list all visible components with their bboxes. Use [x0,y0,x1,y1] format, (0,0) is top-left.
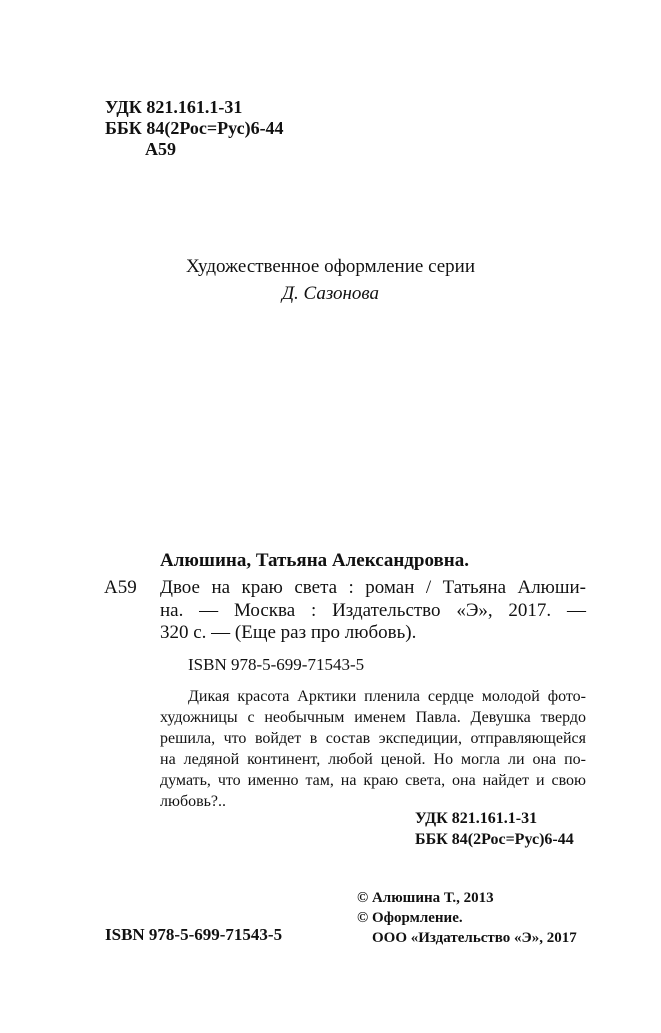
catalog-entry-line: Двое на краю света : роман / Татьяна Алюши- [160,577,586,598]
annotation-line: на ледяной континент, любой ценой. Но могла ли она по- [160,751,586,768]
bbk-code: ББК 84(2Рос=Рус)6-44 [105,118,284,138]
catalog-author: Алюшина, Татьяна Александровна. [160,550,469,571]
catalog-isbn: ISBN 978-5-699-71543-5 [188,655,365,674]
catalog-bbk: ББК 84(2Рос=Рус)6-44 [415,831,574,848]
classification-block [105,97,284,160]
annotation-line: думать, что именно там, на краю света, она найдет и свою [160,772,586,789]
copyright-block [357,888,577,948]
author-mark: А59 [145,139,176,159]
copyright-author: © Алюшина Т., 2013 [357,890,494,906]
isbn-bottom: ISBN 978-5-699-71543-5 [105,925,283,944]
catalog-entry-line: на. — Москва : Издательство «Э», 2017. — [160,600,586,621]
copyright-design: © Оформление. [357,910,463,926]
annotation-line: художницы с необычным именем Павла. Девушка твердо [160,709,586,726]
annotation-line: любовь?.. [160,793,227,810]
copyright-publisher: ООО «Издательство «Э», 2017 [372,930,577,946]
catalog-author-mark: А59 [104,577,137,598]
series-designer-name: Д. Сазонова [281,283,380,304]
catalog-udk: УДК 821.161.1-31 [415,810,538,827]
udk-code: УДК 821.161.1-31 [105,97,243,117]
catalog-entry-line: 320 с. — (Еще раз про любовь). [160,622,417,643]
annotation-line: решила, что войдет в состав экспедиции, отправляющейся [160,730,586,747]
annotation-line: Дикая красота Арктики пленила сердце молодой фото- [188,688,586,705]
series-design-caption: Художественное оформление серии [185,256,476,277]
catalog-classification [415,808,574,850]
